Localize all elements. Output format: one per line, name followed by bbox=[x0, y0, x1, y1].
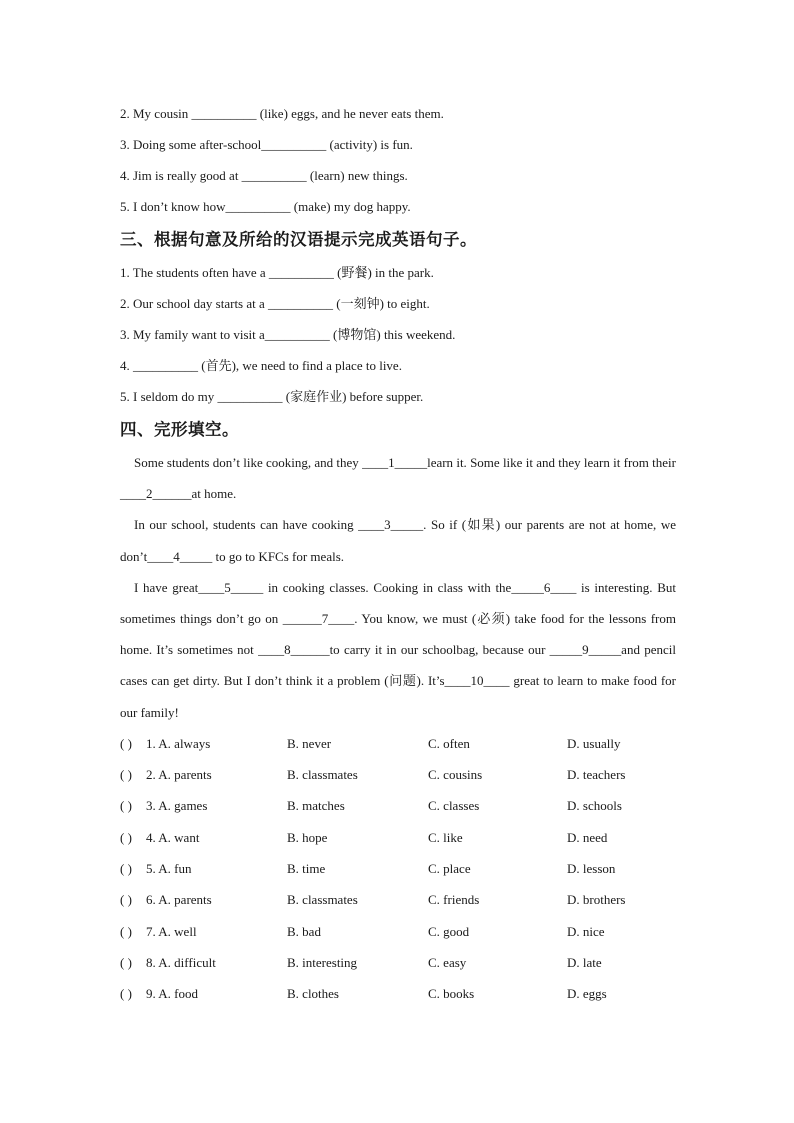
option-a: 9. A. food bbox=[146, 986, 198, 1002]
section4-heading: 四、完形填空。 bbox=[120, 420, 239, 439]
exercise-item: 4. __________ (首先), we need to find a place to live. bbox=[120, 358, 402, 373]
option-b: B. time bbox=[287, 861, 326, 877]
option-d: D. brothers bbox=[567, 892, 626, 908]
exercise-item: 5. I seldom do my __________ (家庭作业) before supper. bbox=[120, 389, 424, 404]
cloze-paragraph: In our school, students can have cooking ____3_____. So if (如果) our parents are not at home, we don’t____4_____ to go to KFCs for meals. bbox=[120, 517, 676, 564]
cloze-options bbox=[120, 728, 676, 1010]
exercise-item: 3. My family want to visit a__________ (博物馆) this weekend. bbox=[120, 327, 456, 342]
option-d: D. nice bbox=[567, 923, 605, 939]
cloze-passage bbox=[120, 447, 676, 728]
question-row bbox=[120, 978, 676, 1009]
option-b: B. never bbox=[287, 735, 332, 751]
answer-blank: ( ) bbox=[120, 767, 132, 783]
option-d: D. lesson bbox=[567, 861, 616, 877]
exercise-item: 5. I don’t know how__________ (make) my dog happy. bbox=[120, 199, 411, 214]
answer-blank: ( ) bbox=[120, 954, 132, 970]
answer-blank: ( ) bbox=[120, 861, 132, 877]
option-c: C. like bbox=[428, 829, 463, 845]
section3-heading: 三、根据句意及所给的汉语提示完成英语句子。 bbox=[120, 230, 477, 249]
exercise-item: 2. My cousin __________ (like) eggs, and he never eats them. bbox=[120, 106, 444, 121]
exercise-item: 2. Our school day starts at a __________ (一刻钟) to eight. bbox=[120, 296, 430, 311]
option-c: C. books bbox=[428, 986, 475, 1002]
option-b: B. clothes bbox=[287, 986, 339, 1002]
option-b: B. bad bbox=[287, 923, 321, 939]
question-row bbox=[120, 822, 676, 853]
answer-blank: ( ) bbox=[120, 892, 132, 908]
option-d: D. teachers bbox=[567, 767, 626, 783]
option-c: C. often bbox=[428, 735, 470, 751]
option-b: B. classmates bbox=[287, 767, 358, 783]
section3-items bbox=[120, 257, 676, 412]
option-c: C. friends bbox=[428, 892, 480, 908]
question-row bbox=[120, 790, 676, 821]
answer-blank: ( ) bbox=[120, 986, 132, 1002]
question-row bbox=[120, 884, 676, 915]
option-d: D. need bbox=[567, 829, 608, 845]
option-b: B. classmates bbox=[287, 892, 358, 908]
cloze-paragraph: Some students don’t like cooking, and they ____1_____learn it. Some like it and they learn it from their ____2______at home. bbox=[120, 455, 676, 502]
cloze-paragraph: I have great____5_____ in cooking classes. Cooking in class with the_____6____ is interesting. But sometimes things don’t go on ______7____. You know, we must (必须) take food for the lessons from home. It’s sometimes not ____8______to carry it in our schoolbag, because our _____9_____and pencil cases can get dirty. But I don’t think it a problem (问题). It’s____10____ great to learn to make food for our family! bbox=[120, 579, 676, 720]
option-d: D. schools bbox=[567, 798, 622, 814]
option-d: D. eggs bbox=[567, 986, 607, 1002]
option-a: 5. A. fun bbox=[146, 861, 192, 877]
option-a: 7. A. well bbox=[146, 923, 197, 939]
option-a: 1. A. always bbox=[146, 735, 211, 751]
section2-items bbox=[120, 98, 676, 222]
exercise-item: 4. Jim is really good at __________ (learn) new things. bbox=[120, 168, 408, 183]
option-c: C. place bbox=[428, 861, 471, 877]
option-a: 8. A. difficult bbox=[146, 954, 216, 970]
option-b: B. hope bbox=[287, 829, 328, 845]
option-b: B. interesting bbox=[287, 954, 358, 970]
option-c: C. easy bbox=[428, 954, 467, 970]
option-b: B. matches bbox=[287, 798, 345, 814]
option-a: 6. A. parents bbox=[146, 892, 212, 908]
exercise-item: 1. The students often have a __________ (野餐) in the park. bbox=[120, 265, 434, 280]
answer-blank: ( ) bbox=[120, 923, 132, 939]
option-d: D. usually bbox=[567, 735, 621, 751]
question-row bbox=[120, 916, 676, 947]
answer-blank: ( ) bbox=[120, 829, 132, 845]
worksheet-page bbox=[120, 98, 676, 1010]
option-c: C. cousins bbox=[428, 767, 483, 783]
answer-blank: ( ) bbox=[120, 798, 132, 814]
question-row bbox=[120, 947, 676, 978]
question-row bbox=[120, 759, 676, 790]
option-a: 3. A. games bbox=[146, 798, 208, 814]
option-a: 2. A. parents bbox=[146, 767, 212, 783]
option-d: D. late bbox=[567, 954, 602, 970]
option-c: C. classes bbox=[428, 798, 480, 814]
option-c: C. good bbox=[428, 923, 470, 939]
answer-blank: ( ) bbox=[120, 735, 132, 751]
option-a: 4. A. want bbox=[146, 829, 200, 845]
question-row bbox=[120, 853, 676, 884]
question-row bbox=[120, 728, 676, 759]
exercise-item: 3. Doing some after-school__________ (activity) is fun. bbox=[120, 137, 413, 152]
